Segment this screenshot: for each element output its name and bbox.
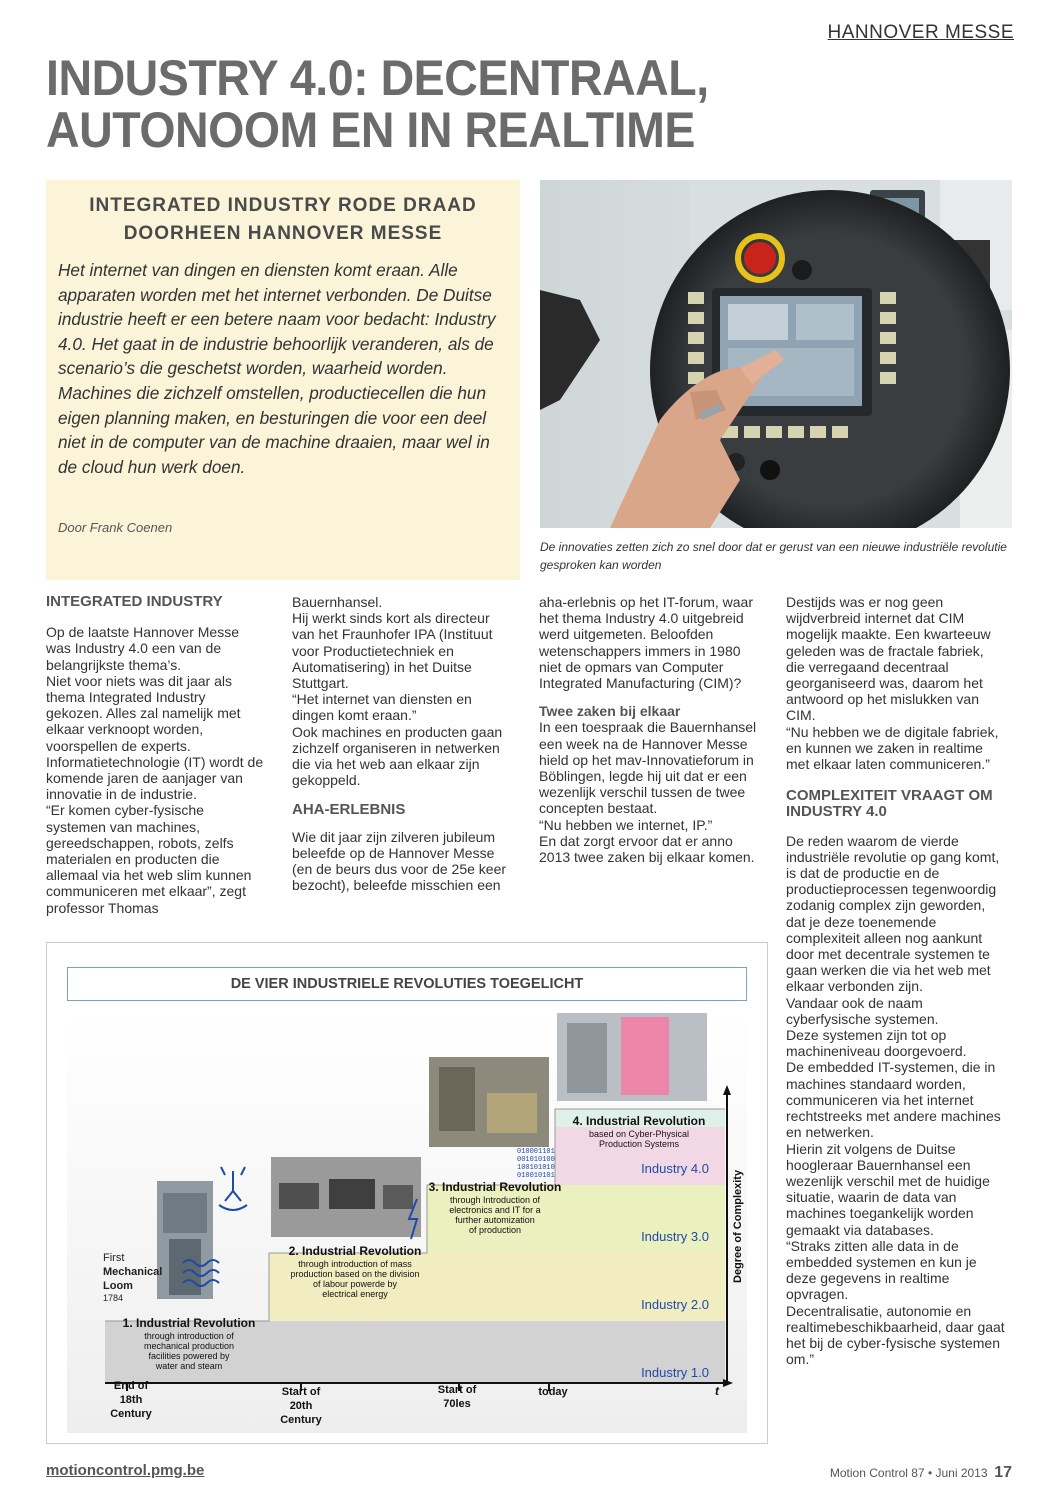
- tick-1-line3: Century: [110, 1408, 152, 1420]
- page-title-line1: INDUSTRY 4.0: DECENTRAAL,: [46, 50, 709, 106]
- intro-heading-line1: INTEGRATED INDUSTRY RODE DRAAD: [89, 195, 477, 216]
- column-4: [786, 594, 1006, 1367]
- rev1-line3: facilities powered by: [148, 1351, 230, 1361]
- intro-heading: [46, 192, 520, 248]
- figure-title: DE VIER INDUSTRIELE REVOLUTIES TOEGELICHT: [67, 967, 747, 1001]
- rev3-line4: of production: [468, 1225, 522, 1235]
- level-industry-4: Industry 4.0: [641, 1161, 709, 1176]
- byline: Door Frank Coenen: [58, 520, 173, 535]
- column-3: [539, 594, 759, 865]
- robot-photo: [429, 1057, 549, 1147]
- tick-1-line1: End of: [113, 1380, 149, 1392]
- rev2-line1: through introduction of mass: [298, 1259, 412, 1269]
- binary-code: [517, 1148, 555, 1180]
- column-3-text-2: In een toespraak die Bauernhansel een week na de Hannover Messe hield op het mav-Innovatieforum in Böblingen, legde hij uit dat er een wezenlijk verschil tussen de twee concepten bestaat. “Nu hebben we internet, IP.” En dat zorgt ervoor dat er anno 2013 twee zaken bij elkaar komen.: [539, 719, 757, 866]
- complexity-axis-label: Degree of Complexity: [732, 1169, 744, 1283]
- photo-illustration: [540, 180, 1012, 528]
- article-photo: [540, 180, 1012, 528]
- binary-line-4: 010010101: [517, 1172, 555, 1180]
- level-industry-1: Industry 1.0: [641, 1365, 709, 1380]
- rev2-line3: of labour powerde by: [312, 1279, 398, 1289]
- rev2-line2: production based on the division: [290, 1269, 420, 1279]
- page-number: 17: [994, 1464, 1012, 1481]
- level-industry-2: Industry 2.0: [641, 1297, 709, 1312]
- section-heading-twee-zaken: Twee zaken bij elkaar: [539, 703, 681, 720]
- rev4-title: 4. Industrial Revolution: [572, 1114, 706, 1128]
- binary-line-2: 001010100: [517, 1156, 555, 1164]
- column-1: [46, 594, 266, 916]
- loom-label-line2: Mechanical: [103, 1266, 163, 1278]
- binary-line-1: 010001101: [517, 1148, 555, 1156]
- column-2-text: Bauernhansel. Hij werkt sinds kort als directeur van het Fraunhofer IPA (Instituut voor Productietechniek en Automatisering) in het Duitse Stuttgart. “Het internet van diensten en dingen komt eraan.” Ook machines en producten gaan zichzelf organiseren in netwerken die via het web aan elkaar zijn gekoppeld.: [292, 594, 503, 789]
- tick-2-line3: Century: [280, 1414, 322, 1426]
- tick-3-line1: Start of: [437, 1384, 477, 1396]
- loom-label-line3: Loom: [103, 1280, 133, 1292]
- tick-2-line1: Start of: [281, 1386, 321, 1398]
- rev1-line4: water and steam: [155, 1361, 223, 1371]
- rev3-line2: electronics and IT for a: [449, 1205, 541, 1215]
- footer-issue: [830, 1464, 1012, 1482]
- revolutions-figure: [46, 942, 768, 1444]
- tick-2-line2: 20th: [289, 1400, 313, 1412]
- revolutions-diagram: [47, 943, 767, 1443]
- rev1-line2: mechanical production: [143, 1341, 235, 1351]
- page-title: [46, 52, 734, 156]
- column-4-text: Destijds was er nog geen wijdverbreid internet dat CIM mogelijk maakte. Een kwarteeuw geleden was de fractale fabriek, die verregaand decentraal georganiseerd was, daarom het antwoord op het mislukken van CIM. “Nu hebben we de digitale fabriek, en kunnen we zaken in realtime met elkaar laten communiceren.”: [786, 594, 999, 773]
- section-heading-complexiteit: COMPLEXITEIT VRAAGT OM INDUSTRY 4.0: [786, 787, 993, 821]
- section-heading-integrated-industry: INTEGRATED INDUSTRY: [46, 593, 223, 610]
- rev2-title: 2. Industrial Revolution: [288, 1244, 422, 1258]
- tick-3-line2: 70les: [443, 1398, 471, 1410]
- footer-issue-text: Motion Control 87 • Juni 2013: [829, 1466, 988, 1480]
- loom-label-line1: First: [103, 1252, 125, 1264]
- tick-4-label: today: [538, 1386, 568, 1398]
- photo-caption: De innovaties zetten zich zo snel door dat er gerust van een nieuwe industriële revolutie gesproken kan worden: [540, 540, 1007, 572]
- column-2: [292, 594, 512, 893]
- column-3-text: aha-erlebnis op het IT-forum, waar het thema Industry 4.0 uitgebreid werd uitgemeten. Beloofden wetenschappers immers in 1980 niet de opmars van Computer Integrated Manufacturing (CIM)?: [539, 594, 753, 692]
- column-1-text: Op de laatste Hannover Messe was Industry 4.0 een van de belangrijkste thema’s. Niet voor niets was dit jaar als thema Integrated Industry gekozen. Alles zal namelijk met elkaar verknoopt worden, voorspellen de experts. Informatietechnologie (IT) wordt de komende jaren de aanjager van innovatie in de industrie. “Er komen cyber-fysische systemen van machines, gereedschappen, robots, zelfs materialen en producten die allemaal via het web slim kunnen communiceren met elkaar”, zegt professor Thomas: [46, 624, 264, 916]
- intro-heading-line2: DOORHEEN HANNOVER MESSE: [123, 223, 443, 244]
- tick-1-line2: 18th: [119, 1394, 143, 1406]
- rev3-line3: further automization: [455, 1215, 535, 1225]
- rev3-title: 3. Industrial Revolution: [428, 1180, 562, 1194]
- cyber-physical-photo: [557, 1013, 707, 1101]
- rev4-line2: Production Systems: [598, 1139, 680, 1149]
- rev1-line1: through introduction of: [144, 1331, 234, 1341]
- binary-line-3: 100101010: [517, 1164, 555, 1172]
- section-tag: HANNOVER MESSE: [827, 22, 1014, 43]
- column-2-text-2: Wie dit jaar zijn zilveren jubileum beleefde op de Hannover Messe (en de beurs dus voor de 25e keer bezocht), beleefde misschien een: [292, 828, 507, 894]
- page-title-line2: AUTONOOM EN IN REALTIME: [46, 102, 695, 158]
- rev3-line1: through Introduction of: [449, 1195, 541, 1205]
- assembly-line-photo: [271, 1157, 421, 1237]
- level-industry-3: Industry 3.0: [641, 1229, 709, 1244]
- time-axis-label: t: [715, 1384, 719, 1398]
- loom-year: 1784: [103, 1293, 124, 1303]
- footer-site-link[interactable]: motioncontrol.pmg.be: [46, 1462, 205, 1479]
- rev1-title: 1. Industrial Revolution: [122, 1316, 256, 1330]
- section-heading-aha-erlebnis: AHA-ERLEBNIS: [292, 801, 406, 819]
- intro-lead: Het internet van dingen en diensten komt eraan. Alle apparaten worden met het internet verbonden. De Duitse industrie heeft er een betere naam voor bedacht: Industry 4.0. Het gaat in de industrie behoorlijk veranderen, als de scenario’s die geschetst worden, waarheid worden. Machines die zichzelf omstellen, productiecellen die hun eigen planning maken, en besturingen die voor een deel niet in de computer van de machine draaien, maar wel in de cloud hun werk doen.: [58, 260, 496, 477]
- rev2-line4: electrical energy: [322, 1289, 388, 1299]
- rev4-line1: based on Cyber-Physical: [588, 1129, 690, 1139]
- column-4-text-2: De reden waarom de vierde industriële revolutie op gang komt, is dat de productie en de productieprocessen tegenwoordig zodanig complex zijn geworden, dat je deze toenemende complexiteit alleen nog aankunt door met decentrale systemen te gaan werken die via het web met elkaar verbonden zijn. Vandaar ook de naam cyberfysische systemen. Deze systemen zijn tot op machineniveau doorgevoerd. De embedded IT-systemen, die in machines standaard worden, communiceren via het internet rechtstreeks met andere machines en netwerken. Hierin zit volgens de Duitse hoogleraar Bauernhansel een wezenlijk verschil met de huidige situatie, waarin de data van machines toegankelijk worden gemaakt via databases. “Straks zitten alle data in de embedded systemen en kun je deze gegevens in realtime opvragen. Decentralisatie, autonomie en realtimebeschikbaarheid, daar gaat het bij de cyber-fysische systemen om.”: [786, 832, 1005, 1368]
